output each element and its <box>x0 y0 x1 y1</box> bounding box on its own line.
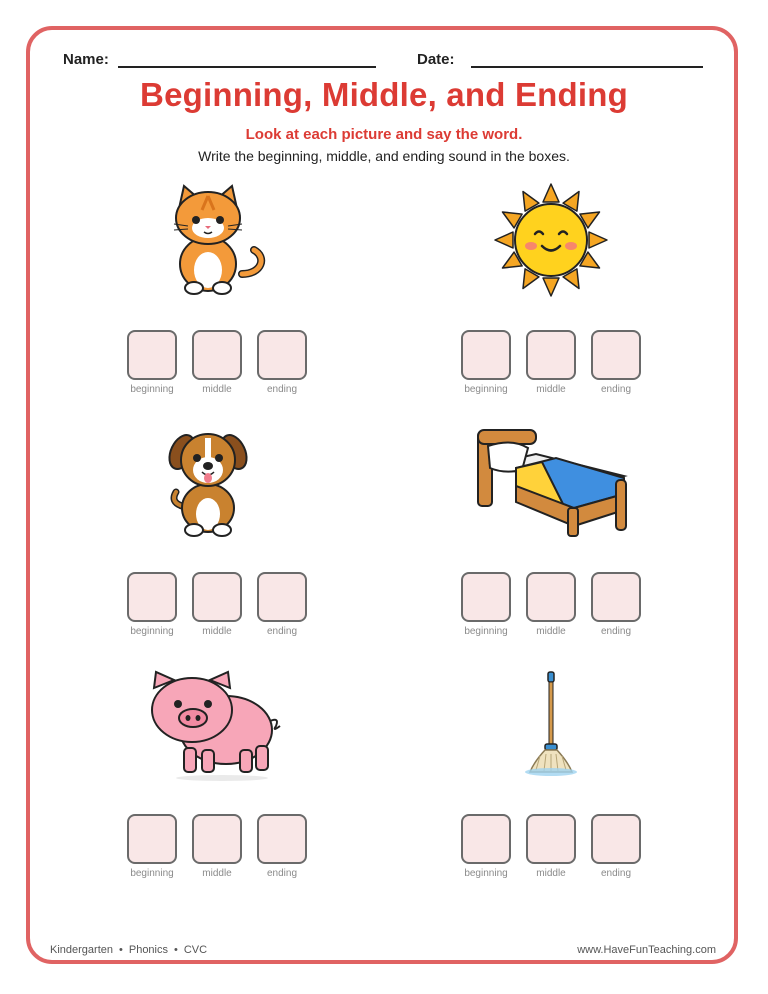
footer-grade: Kindergarten <box>50 944 113 956</box>
middle-label: middle <box>536 626 566 637</box>
footer-tags <box>50 944 207 956</box>
beginning-label: beginning <box>464 868 508 879</box>
beginning-label: beginning <box>464 384 508 395</box>
ending-label: ending <box>600 626 632 637</box>
middle-sound-box[interactable] <box>192 814 242 864</box>
date-field[interactable] <box>471 66 703 68</box>
worksheet-instructions: Write the beginning, middle, and ending sound in the boxes. <box>198 148 570 164</box>
beginning-sound-box[interactable] <box>461 572 511 622</box>
ending-sound-box[interactable] <box>257 814 307 864</box>
ending-sound-box[interactable] <box>591 814 641 864</box>
name-label: Name: <box>63 51 109 68</box>
ending-label: ending <box>266 384 298 395</box>
beginning-sound-box[interactable] <box>127 814 177 864</box>
beginning-label: beginning <box>464 626 508 637</box>
middle-sound-box[interactable] <box>192 330 242 380</box>
ending-label: ending <box>266 868 298 879</box>
middle-label: middle <box>536 384 566 395</box>
footer-website[interactable]: www.HaveFunTeaching.com <box>577 944 716 956</box>
ending-label: ending <box>600 384 632 395</box>
dog-icon <box>122 424 312 544</box>
date-label: Date: <box>417 51 455 68</box>
mop-icon <box>456 666 646 786</box>
sun-icon <box>456 182 646 302</box>
ending-sound-box[interactable] <box>257 330 307 380</box>
footer-separator: • <box>174 944 178 956</box>
ending-sound-box[interactable] <box>591 330 641 380</box>
footer-separator: • <box>119 944 123 956</box>
middle-label: middle <box>202 868 232 879</box>
beginning-sound-box[interactable] <box>461 814 511 864</box>
beginning-sound-box[interactable] <box>127 572 177 622</box>
worksheet-subtitle: Look at each picture and say the word. <box>245 126 523 143</box>
beginning-label: beginning <box>130 626 174 637</box>
middle-sound-box[interactable] <box>526 572 576 622</box>
worksheet-title: Beginning, Middle, and Ending <box>140 76 628 113</box>
ending-label: ending <box>600 868 632 879</box>
bed-icon <box>456 424 646 544</box>
middle-label: middle <box>202 384 232 395</box>
beginning-label: beginning <box>130 868 174 879</box>
middle-sound-box[interactable] <box>526 330 576 380</box>
ending-label: ending <box>266 626 298 637</box>
name-field[interactable] <box>118 66 376 68</box>
ending-sound-box[interactable] <box>591 572 641 622</box>
beginning-label: beginning <box>130 384 174 395</box>
middle-label: middle <box>202 626 232 637</box>
pig-icon <box>122 666 312 786</box>
middle-sound-box[interactable] <box>526 814 576 864</box>
ending-sound-box[interactable] <box>257 572 307 622</box>
footer-subject: Phonics <box>128 944 168 956</box>
middle-sound-box[interactable] <box>192 572 242 622</box>
beginning-sound-box[interactable] <box>461 330 511 380</box>
footer-topic: CVC <box>183 944 208 956</box>
beginning-sound-box[interactable] <box>127 330 177 380</box>
middle-label: middle <box>536 868 566 879</box>
cat-icon <box>122 182 312 302</box>
